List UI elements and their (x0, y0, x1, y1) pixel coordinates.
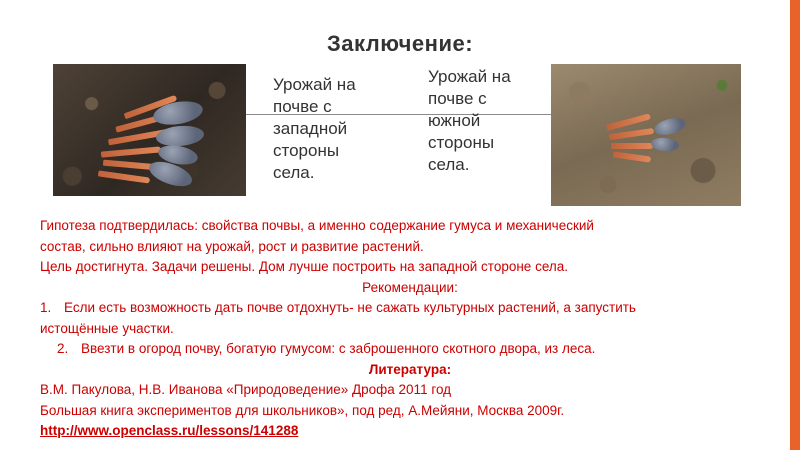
radish-shape (155, 124, 205, 148)
slide-title: Заключение: (326, 31, 474, 56)
caption-west: Урожай на почве с западной стороны села. (273, 75, 356, 182)
recommendation-2 (40, 339, 780, 360)
rec2-text: Ввезти в огород почву, богатую гумусом: с заброшенного скотного двора, из леса. (81, 341, 596, 356)
hypothesis-line-2: состав, сильно влияют на урожай, рост и развитие растений. (40, 238, 424, 254)
carrot-shape (98, 170, 150, 183)
accent-bar (790, 0, 800, 450)
rec2-number: 2. (57, 341, 69, 356)
harvest-photo-west (53, 64, 246, 196)
carrot-shape (611, 143, 653, 149)
hypothesis-line-1: Гипотеза подтвердилась: свойства почвы, а именно содержание гумуса и механический (40, 218, 594, 233)
literature-item-1: В.М. Пакулова, Н.В. Иванова «Природоведение» Дрофа 2011 год (40, 382, 452, 397)
recommendation-1-cont: истощённые участки. (40, 320, 174, 336)
radish-shape (650, 137, 679, 152)
source-link[interactable]: http://www.openclass.ru/lessons/141288 (40, 423, 299, 438)
radish-shape (653, 115, 688, 138)
literature-item-2: Большая книга экспериментов для школьников», под ред, А.Мейяни, Москва 2009г. (40, 402, 565, 418)
carrot-shape (609, 128, 654, 140)
rec1-text: Если есть возможность дать почве отдохнуть- не сажать культурных растений, а запустить (64, 300, 636, 315)
carrot-shape (613, 151, 651, 162)
carrot-shape (101, 146, 161, 157)
goal-line: Цель достигнута. Задачи решены. Дом лучше построить на западной стороне села. (40, 259, 569, 274)
literature-heading: Литература: (368, 361, 452, 377)
rec1-number: 1. (40, 300, 52, 315)
recommendation-1 (40, 298, 780, 319)
harvest-photo-south (551, 64, 741, 206)
recommendations-heading: Рекомендации: (362, 279, 458, 295)
caption-south: Урожай на почве с южной стороны села. (428, 67, 511, 174)
conclusion-text (40, 216, 780, 442)
